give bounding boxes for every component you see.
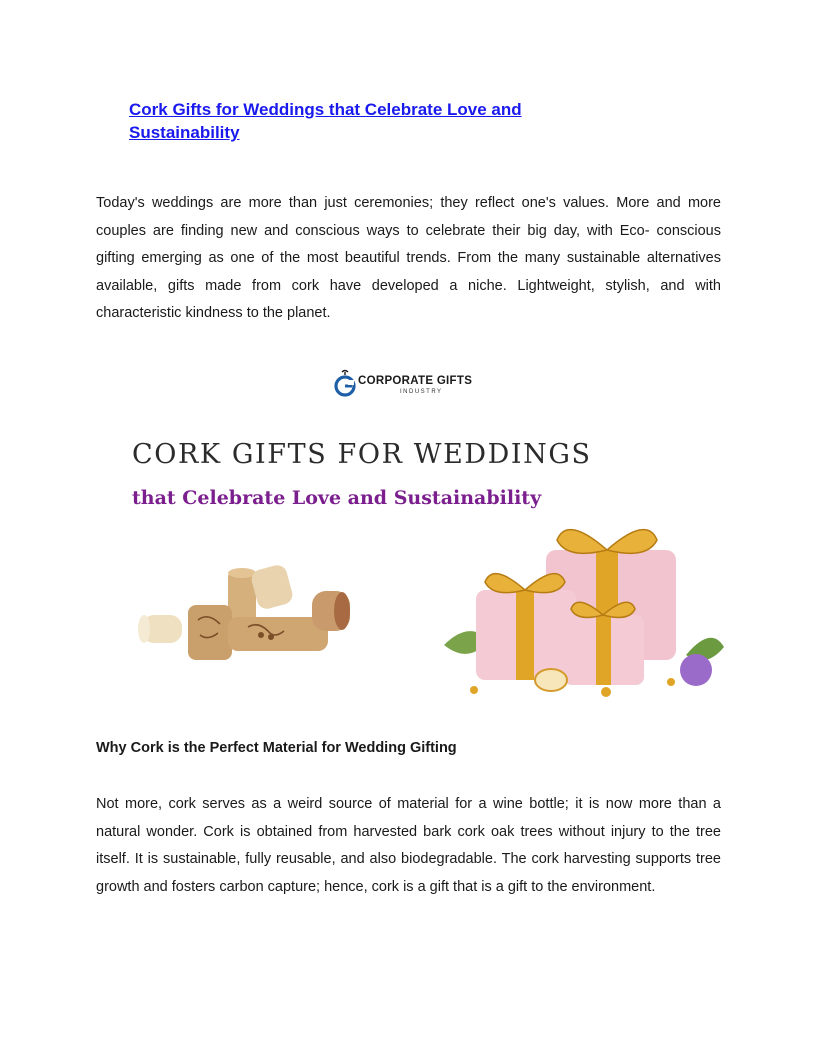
- cork-right: [312, 591, 350, 631]
- logo-name: CORPORATE GIFTS: [358, 375, 473, 387]
- article-banner-image: [96, 425, 721, 715]
- corporate-gifts-logo: [333, 369, 493, 399]
- banner-title: CORK GIFTS FOR WEDDINGS: [132, 439, 592, 470]
- section-heading: Why Cork is the Perfect Material for Wedding Gifting: [96, 740, 457, 756]
- cork-middle: [188, 605, 232, 660]
- gold-bead: [601, 687, 611, 697]
- cork-top-right: [249, 565, 294, 611]
- banner-subtitle: that Celebrate Love and Sustainability: [132, 487, 542, 509]
- logo-g-icon: [333, 369, 357, 399]
- purple-ornament: [680, 654, 712, 686]
- gold-ornament: [535, 669, 567, 691]
- cork-left: [138, 615, 182, 643]
- article-title-link[interactable]: Cork Gifts for Weddings that Celebrate Love and Sustainability: [129, 100, 522, 142]
- intro-paragraph: Today's weddings are more than just ceremonies; they reflect one's values. More and more couples are finding new and conscious ways to celebrate their big day, with Eco- conscious gifting emerging as one of the most beautiful trends. From the many sustainable alternatives available, gifts made from cork have developed a niche. Lightweight, stylish, and with characteristic kindness to the planet.: [96, 195, 721, 321]
- gold-bead: [667, 678, 675, 686]
- section-paragraph: Not more, cork serves as a weird source of material for a wine bottle; it is now more than a natural wonder. Cork is obtained from harvested bark cork oak trees without injury to the tree itself. It is sustainable, fully reusable, and also biodegradable. The cork harvesting supports tree growth and fosters carbon capture; hence, cork is a gift that is a gift to the environment.: [96, 796, 721, 895]
- wine-corks-illustration: [136, 565, 366, 675]
- gift-boxes-illustration: [436, 520, 726, 700]
- gold-bead: [470, 686, 478, 694]
- logo-subtitle: INDUSTRY: [400, 389, 443, 395]
